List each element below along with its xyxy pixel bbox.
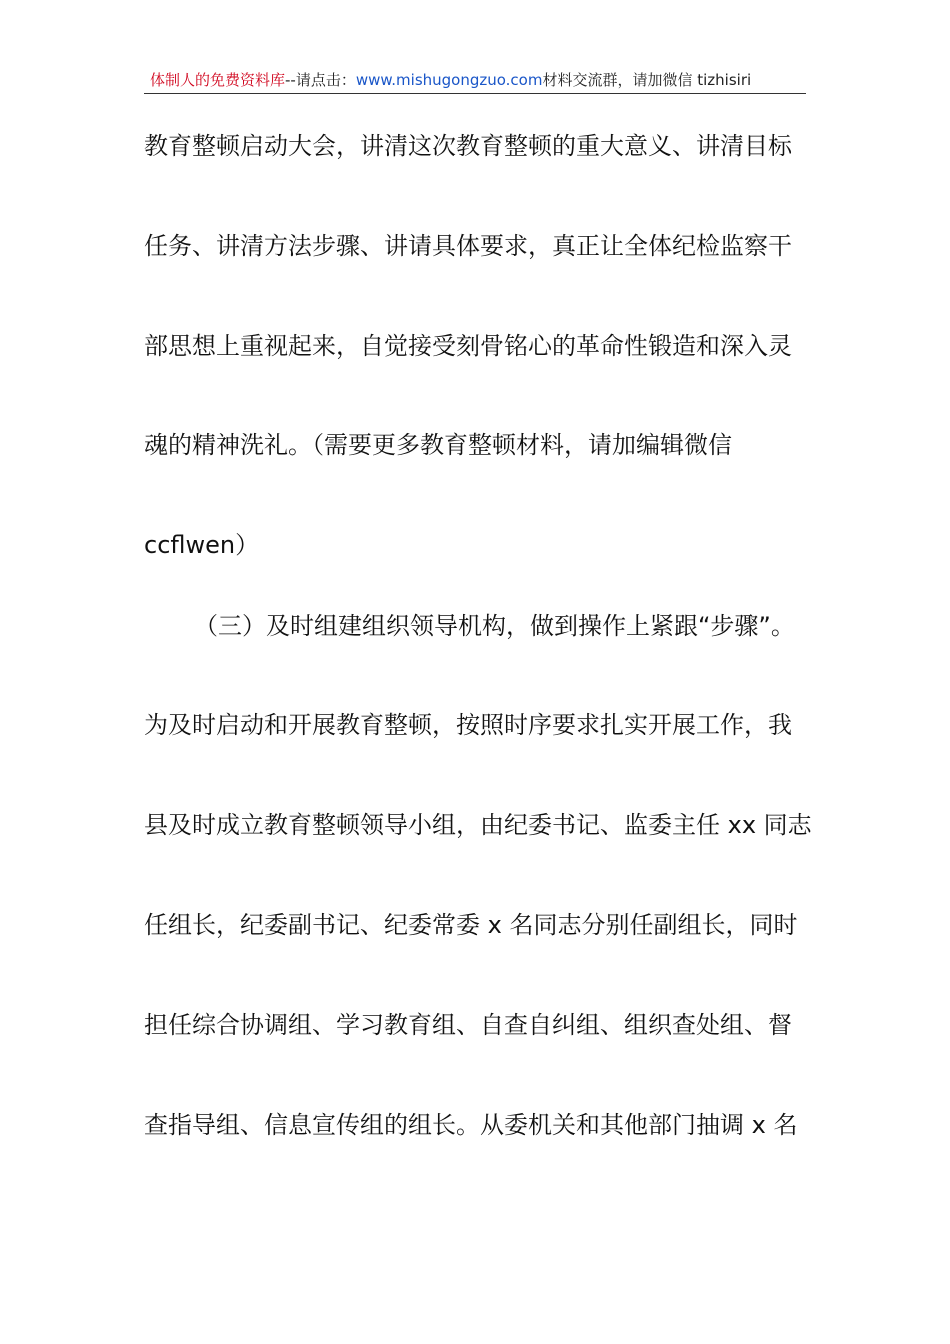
header-link[interactable]: www.mishugongzuo.com — [355, 71, 543, 89]
body-line-10: 查指导组、信息宣传组的组长。从委机关和其他部门抽调 x 名 — [144, 1111, 798, 1139]
section-heading: （三）及时组建组织领导机构，做到操作上紧跟“步骤”。 — [194, 612, 795, 640]
header-prompt: --请点击： — [285, 71, 356, 89]
header-divider — [144, 93, 806, 94]
page-header — [150, 70, 810, 90]
body-line-7: 县及时成立教育整顿领导小组，由纪委书记、监委主任 xx 同志 — [144, 811, 812, 839]
body-line-5: ccflwen） — [144, 531, 260, 559]
body-line-2: 任务、讲清方法步骤、讲请具体要求，真正让全体纪检监察干 — [144, 232, 792, 260]
body-line-8: 任组长，纪委副书记、纪委常委 x 名同志分别任副组长，同时 — [144, 911, 798, 939]
body-line-6: 为及时启动和开展教育整顿，按照时序要求扎实开展工作，我 — [144, 711, 792, 739]
header-contact: 材料交流群，请加微信 tizhisiri — [542, 71, 752, 89]
body-line-1: 教育整顿启动大会，讲清这次教育整顿的重大意义、讲清目标 — [144, 132, 792, 160]
body-line-3: 部思想上重视起来，自觉接受刻骨铭心的革命性锻造和深入灵 — [144, 332, 792, 360]
header-brand: 体制人的免费资料库 — [150, 71, 286, 89]
body-line-9: 担任综合协调组、学习教育组、自查自纠组、组织查处组、督 — [144, 1011, 792, 1039]
body-line-4: 魂的精神洗礼。（需要更多教育整顿材料，请加编辑微信 — [144, 431, 732, 459]
